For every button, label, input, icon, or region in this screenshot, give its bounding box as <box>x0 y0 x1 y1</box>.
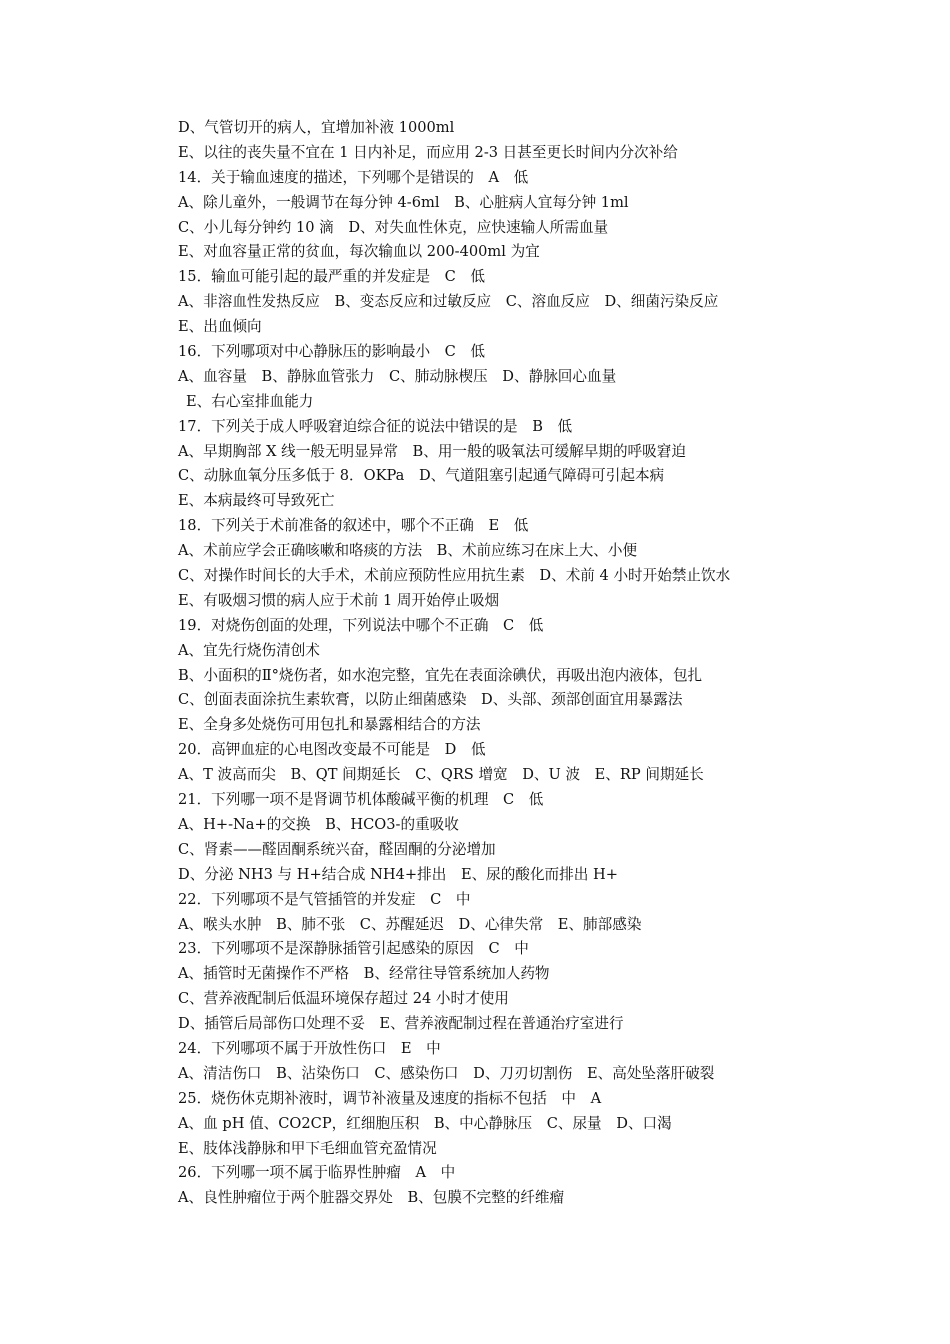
option-line: A、非溶血性发热反应 B、变态反应和过敏反应 C、溶血反应 D、细菌污染反应 <box>178 293 719 311</box>
option-line: E、对血容量正常的贫血，每次输血以 200-400ml 为宜 <box>178 243 540 261</box>
option-line: A、喉头水肿 B、肺不张 C、苏醒延迟 D、心律失常 E、肺部感染 <box>178 915 642 933</box>
option-line: D、分泌 NH3 与 H+结合成 NH4+排出 E、尿的酸化而排出 H+ <box>178 865 618 883</box>
option-line: C、创面表面涂抗生素软膏，以防止细菌感染 D、头部、颈部创面宜用暴露法 <box>178 691 683 709</box>
option-line: A、血容量 B、静脉血管张力 C、肺动脉楔压 D、静脉回心血量 <box>178 367 617 385</box>
option-line: A、良性肿瘤位于两个脏器交界处 B、包膜不完整的纤维瘤 <box>178 1189 565 1207</box>
question-line: 17．下列关于成人呼吸窘迫综合征的说法中错误的是 B 低 <box>178 417 573 435</box>
option-line: E、肢体浅静脉和甲下毛细血管充盈情况 <box>178 1139 437 1157</box>
option-line: C、肾素——醛固酮系统兴奋，醛固酮的分泌增加 <box>178 840 496 858</box>
question-line: 21．下列哪一项不是肾调节机体酸碱平衡的机理 C 低 <box>178 791 544 809</box>
question-line: 25．烧伤休克期补液时，调节补液量及速度的指标不包括 中 A <box>178 1089 602 1107</box>
option-line: C、营养液配制后低温环境保存超过 24 小时才使用 <box>178 990 509 1008</box>
text-line: E、以往的丧失量不宜在 1 日内补足，而应用 2-3 日甚至更长时间内分次补给 <box>178 143 678 161</box>
option-line: B、小面积的Ⅱ°烧伤者，如水泡完整，宜先在表面涂碘伏，再吸出泡内液体，包扎 <box>178 666 703 684</box>
option-line: C、小儿每分钟约 10 滴 D、对失血性休克，应快速输人所需血量 <box>178 218 609 236</box>
option-line: E、出血倾向 <box>178 318 262 336</box>
option-line: A、H+-Na+的交换 B、HCO3-的重吸收 <box>178 815 459 833</box>
option-line: E、有吸烟习惯的病人应于术前 1 周开始停止吸烟 <box>178 591 500 609</box>
option-line: A、术前应学会正确咳嗽和咯痰的方法 B、术前应练习在床上大、小便 <box>178 542 638 560</box>
option-line: C、动脉血氧分压多低于 8．OKPa D、气道阻塞引起通气障碍可引起本病 <box>178 467 665 485</box>
option-line: A、T 波高而尖 B、QT 间期延长 C、QRS 增宽 D、U 波 E、RP 间期延长 <box>178 766 704 784</box>
option-line: E、右心室排血能力 <box>186 392 314 410</box>
question-line: 26．下列哪一项不属于临界性肿瘤 A 中 <box>178 1164 456 1182</box>
question-line: 15．输血可能引起的最严重的并发症是 C 低 <box>178 268 486 286</box>
option-line: A、宜先行烧伤清创术 <box>178 641 320 659</box>
option-line: A、清洁伤口 B、沾染伤口 C、感染伤口 D、刀刃切割伤 E、高处坠落肝破裂 <box>178 1064 715 1082</box>
option-line: E、全身多处烧伤可用包扎和暴露相结合的方法 <box>178 716 481 734</box>
question-line: 18．下列关于术前准备的叙述中，哪个不正确 E 低 <box>178 517 529 535</box>
question-line: 22．下列哪项不是气管插管的并发症 C 中 <box>178 890 471 908</box>
question-line: 20．高钾血症的心电图改变最不可能是 D 低 <box>178 741 486 759</box>
option-line: A、早期胸部 X 线一般无明显异常 B、用一般的吸氧法可缓解早期的呼吸窘迫 <box>178 442 686 460</box>
option-line: D、插管后局部伤口处理不妥 E、营养液配制过程在普通治疗室进行 <box>178 1015 624 1033</box>
option-line: C、对操作时间长的大手术，术前应预防性应用抗生素 D、术前 4 小时开始禁止饮水 <box>178 567 731 585</box>
text-line: D、气管切开的病人，宜增加补液 1000ml <box>178 119 455 136</box>
question-line: 16．下列哪项对中心静脉压的影响最小 C 低 <box>178 343 486 361</box>
document-page <box>178 116 878 1211</box>
question-line: 14．关于输血速度的描述，下列哪个是错误的 A 低 <box>178 168 529 186</box>
option-line: A、插管时无菌操作不严格 B、经常往导管系统加人药物 <box>178 965 550 983</box>
option-line: E、本病最终可导致死亡 <box>178 492 335 510</box>
question-line: 23．下列哪项不是深静脉插管引起感染的原因 C 中 <box>178 940 529 958</box>
question-line: 24．下列哪项不属于开放性伤口 E 中 <box>178 1039 441 1057</box>
option-line: A、血 pH 值、CO2CP，红细胞压积 B、中心静脉压 C、尿量 D、口渴 <box>178 1114 672 1132</box>
question-line: 19．对烧伤创面的处理，下列说法中哪个不正确 C 低 <box>178 616 544 634</box>
option-line: A、除儿童外，一般调节在每分钟 4-6ml B、心脏病人宜每分钟 1ml <box>178 193 629 211</box>
